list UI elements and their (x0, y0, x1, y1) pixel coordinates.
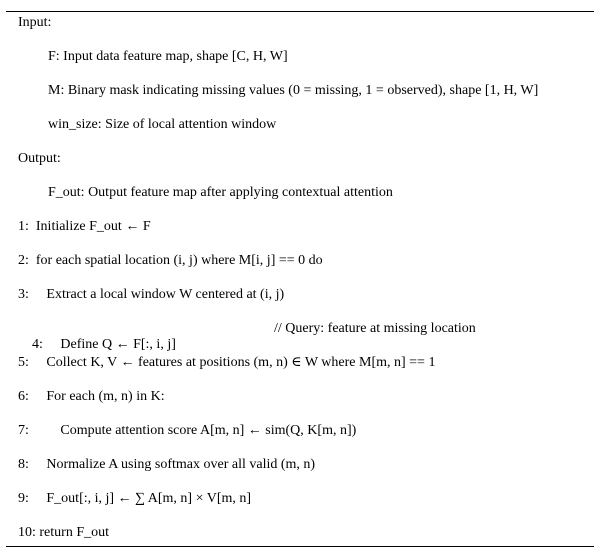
step-3: 3: Extract a local window W centered at (i, j) (18, 287, 285, 302)
step-10: 10: return F_out (18, 525, 109, 540)
input-heading: Input: (18, 15, 52, 30)
step-6: 6: For each (m, n) in K: (18, 389, 165, 404)
input-win-size: win_size: Size of local attention window (48, 117, 277, 132)
step-5: 5: Collect K, V ← features at positions (m, n) ∈ W where M[m, n] == 1 (18, 355, 436, 370)
step-9: 9: F_out[:, i, j] ← ∑ A[m, n] × V[m, n] (18, 491, 252, 506)
output-heading: Output: (18, 151, 61, 166)
step-7: 7: Compute attention score A[m, n] ← sim(Q, K[m, n]) (18, 423, 357, 438)
step-2: 2: for each spatial location (i, j) where M[i, j] == 0 do (18, 253, 323, 268)
output-f-out: F_out: Output feature map after applying contextual attention (48, 185, 393, 200)
algorithm-box (6, 11, 594, 547)
step-4-comment: // Query: feature at missing location (274, 321, 476, 336)
step-4-text: 4: Define Q ← F[:, i, j] (32, 337, 176, 352)
step-8: 8: Normalize A using softmax over all valid (m, n) (18, 457, 316, 472)
input-f: F: Input data feature map, shape [C, H, W] (48, 49, 288, 64)
step-1: 1: Initialize F_out ← F (18, 219, 151, 234)
input-m: M: Binary mask indicating missing values (0 = missing, 1 = observed), shape [1, H, W] (48, 83, 539, 98)
